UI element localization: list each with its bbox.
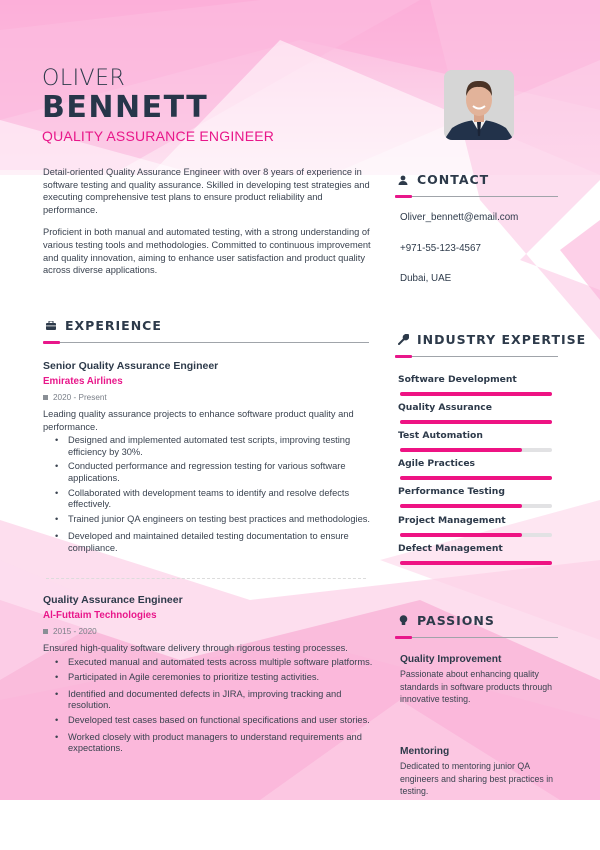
person-photo-icon xyxy=(444,70,514,140)
first-name: OLIVER xyxy=(42,66,126,91)
briefcase-icon xyxy=(45,320,57,332)
skill-bar-fill xyxy=(400,420,552,424)
job-bullet: • Executed manual and automated tests across multiple software platforms. xyxy=(55,657,373,669)
job-role: Senior Quality Assurance Engineer xyxy=(43,360,219,372)
job-role: Quality Assurance Engineer xyxy=(43,594,183,606)
job-dates-text: 2015 - 2020 xyxy=(53,627,97,636)
job-description: Leading quality assurance projects to enhance software product quality and performance. xyxy=(43,409,354,432)
passions-heading xyxy=(397,613,495,628)
wrench-icon xyxy=(397,334,409,346)
contact-location: Dubai, UAE xyxy=(400,273,452,284)
skill-bar-fill xyxy=(400,448,522,452)
job-entry xyxy=(43,594,373,755)
contact-email[interactable]: Oliver_bennett@email.com xyxy=(400,212,519,223)
divider-accent xyxy=(395,636,412,639)
skill-label: Agile Practices xyxy=(398,458,476,469)
user-icon xyxy=(397,174,409,186)
job-bullet: • Developed and maintained detailed testing documentation to ensure compliance. xyxy=(55,531,373,554)
divider-accent xyxy=(395,355,412,358)
skill-bar-fill xyxy=(400,533,522,537)
job-company: Al-Futtaim Technologies xyxy=(43,610,157,621)
contact-divider xyxy=(395,196,558,197)
skill-item xyxy=(398,543,554,565)
skill-label: Defect Management xyxy=(398,543,503,554)
contact-phone[interactable]: +971-55-123-4567 xyxy=(400,243,481,254)
profile-summary xyxy=(43,166,373,287)
calendar-icon xyxy=(43,395,48,400)
skill-item xyxy=(398,515,554,537)
passion-item xyxy=(400,746,570,798)
job-dates xyxy=(43,627,373,636)
passions-heading-text: PASSIONS xyxy=(417,613,495,628)
job-bullet: • Conducted performance and regression testing for various software applications. xyxy=(55,461,373,484)
passion-text: Passionate about enhancing quality standards in software products through innovative testing. xyxy=(400,669,553,705)
passion-title: Mentoring xyxy=(400,746,450,757)
skill-item xyxy=(398,374,554,396)
passion-item xyxy=(400,654,570,706)
skill-bar xyxy=(400,533,552,537)
skill-bar-fill xyxy=(400,561,552,565)
job-dates-text: 2020 - Present xyxy=(53,393,107,402)
skill-item xyxy=(398,430,554,452)
skill-bar xyxy=(400,420,552,424)
contact-heading xyxy=(397,172,489,187)
skill-item xyxy=(398,402,554,424)
skill-bar xyxy=(400,448,552,452)
experience-heading-text: EXPERIENCE xyxy=(65,318,162,333)
skill-bar xyxy=(400,476,552,480)
passions-divider xyxy=(395,637,558,638)
expertise-heading-text: INDUSTRY EXPERTISE xyxy=(417,332,587,347)
expertise-heading xyxy=(397,332,586,347)
skill-label: Test Automation xyxy=(398,430,483,441)
calendar-icon xyxy=(43,629,48,634)
skill-bar xyxy=(400,392,552,396)
job-entry xyxy=(43,360,373,555)
job-bullet: • Developed test cases based on functional specifications and user stories. xyxy=(55,715,373,727)
job-company: Emirates Airlines xyxy=(43,376,123,387)
job-bullet: • Collaborated with development teams to identify and resolve defects effectively. xyxy=(55,488,373,511)
profile-photo xyxy=(444,70,514,140)
job-bullets xyxy=(55,435,373,554)
job-title: QUALITY ASSURANCE ENGINEER xyxy=(42,128,275,144)
skill-label: Software Development xyxy=(398,374,517,385)
summary-paragraph: Detail-oriented Quality Assurance Engineer with over 8 years of experience in software testing and quality assurance. Skilled in developing test strategies and executing comprehensive test plans to ensure product reliability and performance. xyxy=(43,167,370,215)
skill-bar-fill xyxy=(400,504,522,508)
passion-text: Dedicated to mentoring junior QA engineers and sharing best practices in testing. xyxy=(400,761,554,797)
last-name: BENNETT xyxy=(42,90,209,125)
skill-label: Performance Testing xyxy=(398,486,505,497)
divider-accent xyxy=(395,195,412,198)
expertise-divider xyxy=(395,356,558,357)
skill-bar xyxy=(400,504,552,508)
job-bullet: • Trained junior QA engineers on testing best practices and methodologies. xyxy=(55,514,373,526)
divider-accent xyxy=(43,341,60,344)
job-bullet: • Participated in Agile ceremonies to prioritize testing activities. xyxy=(55,672,373,684)
contact-heading-text: CONTACT xyxy=(417,172,490,187)
job-description: Ensured high-quality software delivery through rigorous testing processes. xyxy=(43,643,348,653)
job-bullets xyxy=(55,657,373,755)
job-bullet: • Designed and implemented automated test scripts, improving testing efficiency by 30%. xyxy=(55,435,373,458)
skill-label: Quality Assurance xyxy=(398,402,492,413)
skill-item xyxy=(398,458,554,480)
passion-title: Quality Improvement xyxy=(400,654,502,665)
summary-paragraph: Proficient in both manual and automated testing, with a strong understanding of various testing tools and methodologies. Committed to continuous improvement and quality innovation, aiming to enhance user satisfaction and product quality across diverse applications. xyxy=(43,227,371,276)
job-separator xyxy=(46,578,366,579)
skill-bar-fill xyxy=(400,392,552,396)
experience-divider xyxy=(43,342,369,343)
experience-heading xyxy=(45,318,162,333)
job-bullet: • Identified and documented defects in JIRA, improving tracking and resolution. xyxy=(55,689,373,712)
skill-item xyxy=(398,486,554,508)
skill-bar-fill xyxy=(400,476,552,480)
skill-bar xyxy=(400,561,552,565)
lightbulb-icon xyxy=(397,615,409,627)
job-dates xyxy=(43,393,373,402)
job-bullet: • Worked closely with product managers to understand requirements and expectations. xyxy=(55,732,373,755)
skill-label: Project Management xyxy=(398,515,506,526)
